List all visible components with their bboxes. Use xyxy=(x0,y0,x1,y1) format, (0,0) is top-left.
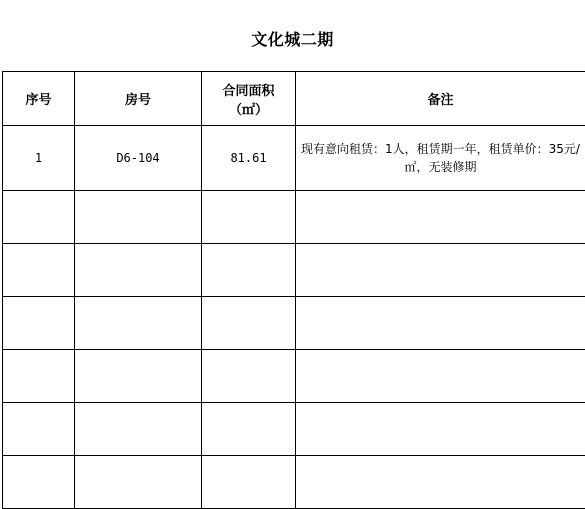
table-row xyxy=(3,456,585,509)
header-area-unit: （㎡） xyxy=(228,102,268,118)
cell-room xyxy=(75,403,202,456)
cell-room xyxy=(75,456,202,509)
cell-room xyxy=(75,191,202,244)
cell-area xyxy=(202,456,296,509)
cell-remark: 现有意向租赁：1人，租赁期一年，租赁单价：35元/㎡，无装修期 xyxy=(296,126,585,191)
cell-remark xyxy=(296,403,585,456)
cell-room xyxy=(75,350,202,403)
header-room: 房号 xyxy=(75,72,202,126)
cell-area xyxy=(202,191,296,244)
cell-remark xyxy=(296,456,585,509)
cell-remark xyxy=(296,244,585,297)
cell-index xyxy=(3,350,75,403)
table-header-row xyxy=(3,72,585,126)
table-row xyxy=(3,244,585,297)
cell-area xyxy=(202,403,296,456)
table-row xyxy=(3,350,585,403)
cell-index xyxy=(3,403,75,456)
cell-room: D6-104 xyxy=(75,126,202,191)
cell-area: 81.61 xyxy=(202,126,296,191)
header-index: 序号 xyxy=(3,72,75,126)
cell-room xyxy=(75,297,202,350)
rental-table xyxy=(2,71,585,509)
table-row xyxy=(3,403,585,456)
cell-index xyxy=(3,456,75,509)
header-area-label: 合同面积 xyxy=(222,83,275,99)
cell-remark xyxy=(296,191,585,244)
table-row xyxy=(3,126,585,191)
table-row xyxy=(3,191,585,244)
cell-area xyxy=(202,297,296,350)
cell-room xyxy=(75,244,202,297)
cell-index: 1 xyxy=(3,126,75,191)
cell-area xyxy=(202,244,296,297)
document-title: 文化城二期 xyxy=(251,30,334,49)
cell-index xyxy=(3,191,75,244)
table-row xyxy=(3,297,585,350)
cell-remark xyxy=(296,297,585,350)
cell-area xyxy=(202,350,296,403)
header-remark: 备注 xyxy=(296,72,585,126)
cell-remark xyxy=(296,350,585,403)
cell-index xyxy=(3,244,75,297)
header-area xyxy=(202,72,296,126)
cell-index xyxy=(3,297,75,350)
